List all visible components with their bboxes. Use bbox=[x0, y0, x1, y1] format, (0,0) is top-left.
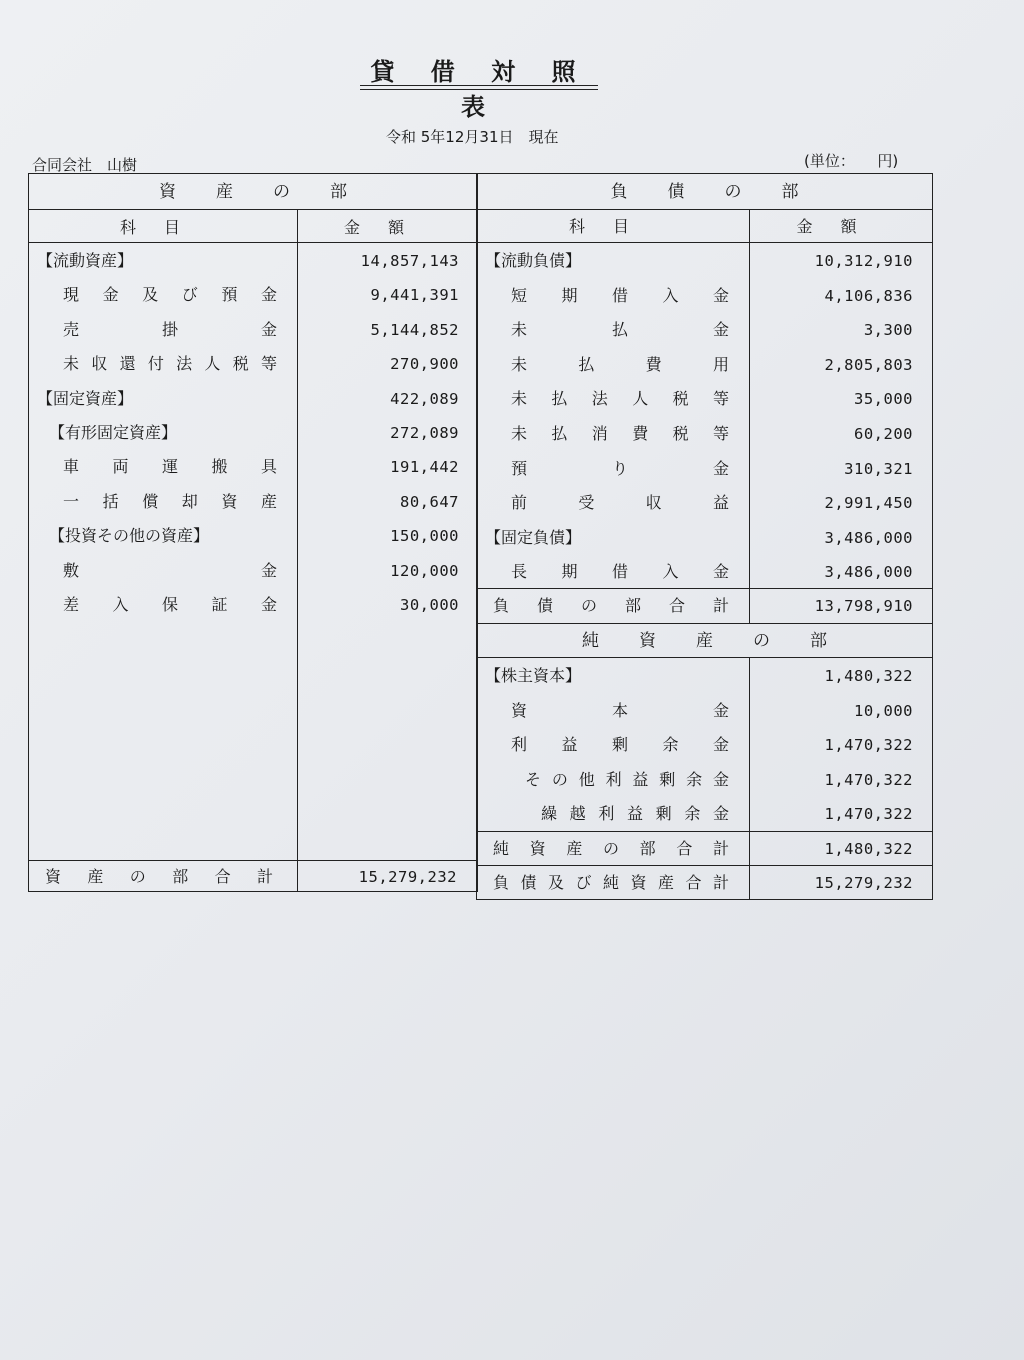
assets-panel bbox=[28, 173, 478, 892]
liability-row bbox=[477, 244, 930, 278]
assets-col-subject: 科目 bbox=[119, 218, 208, 237]
asset-row bbox=[29, 450, 475, 484]
assets-total-row bbox=[29, 862, 475, 892]
asset-row bbox=[29, 519, 475, 553]
asset-row-label: 【投資その他の資産】 bbox=[49, 526, 210, 546]
asset-row bbox=[29, 416, 475, 450]
asset-row-value: 120,000 bbox=[390, 561, 459, 580]
liability-row-value: 2,991,450 bbox=[824, 494, 913, 513]
liability-row bbox=[477, 452, 930, 486]
asset-row-label: 【有形固定資産】 bbox=[49, 423, 178, 442]
liability-row-label: 未払金 bbox=[511, 320, 729, 340]
company-name: 合同会社 山樹 bbox=[32, 156, 138, 174]
title-underline bbox=[360, 89, 598, 90]
asset-row bbox=[29, 382, 475, 416]
net-asset-row bbox=[477, 728, 930, 762]
net-asset-row bbox=[477, 797, 930, 831]
liabilities-panel bbox=[476, 173, 933, 900]
liability-row bbox=[477, 521, 930, 555]
asset-row-label: 現金及び預金 bbox=[63, 285, 277, 305]
liabilities-total-row bbox=[477, 589, 930, 623]
net-asset-row-value: 10,000 bbox=[854, 701, 913, 720]
asset-row-label: 【固定資産】 bbox=[37, 388, 134, 408]
liability-row bbox=[477, 348, 930, 382]
asset-row-value: 80,647 bbox=[400, 492, 459, 511]
net-asset-row bbox=[477, 694, 930, 728]
liability-row bbox=[477, 417, 930, 451]
title-underline bbox=[360, 85, 598, 86]
asset-row-value: 5,144,852 bbox=[370, 320, 459, 339]
net-asset-row-value: 1,480,322 bbox=[824, 667, 913, 685]
liabilities-colhdr-divider bbox=[477, 242, 932, 243]
asset-row-value: 191,442 bbox=[390, 458, 459, 477]
asset-row-value: 150,000 bbox=[390, 527, 459, 546]
liability-row-value: 310,321 bbox=[844, 459, 913, 478]
document-title: 貸 借 対 照 表 bbox=[370, 58, 590, 121]
asset-row bbox=[29, 313, 475, 347]
assets-total-divider bbox=[29, 860, 477, 861]
liability-row bbox=[477, 313, 930, 347]
liability-row-value: 10,312,910 bbox=[814, 252, 913, 270]
liability-row-value: 35,000 bbox=[854, 390, 913, 409]
asset-row bbox=[29, 588, 475, 622]
asset-row bbox=[29, 278, 475, 312]
assets-section-header: 資産の部 bbox=[29, 174, 477, 210]
net-asset-row bbox=[477, 659, 930, 693]
liabilities-total-label: 負債の部合計 bbox=[493, 596, 729, 615]
assets-colhdr-divider bbox=[29, 242, 477, 243]
liability-row bbox=[477, 555, 930, 589]
net-asset-row-label: 資本金 bbox=[511, 700, 729, 720]
asset-row bbox=[29, 244, 475, 278]
net-asset-row-label: 繰越利益剰余金 bbox=[541, 804, 729, 824]
net-assets-section-header: 純資産の部 bbox=[477, 624, 932, 658]
asset-row bbox=[29, 485, 475, 519]
asset-row-value: 270,900 bbox=[390, 355, 459, 374]
assets-total-value: 15,279,232 bbox=[358, 868, 457, 886]
assets-total-label: 資産の部合計 bbox=[45, 867, 277, 886]
liability-row-label: 未払費用 bbox=[511, 354, 729, 374]
asset-row bbox=[29, 554, 475, 588]
liability-row-value: 4,106,836 bbox=[824, 286, 913, 305]
net-asset-row-label: その他利益剰余金 bbox=[525, 769, 729, 789]
liabilities-col-subject: 科目 bbox=[568, 217, 657, 236]
asset-row-value: 9,441,391 bbox=[370, 286, 459, 305]
net-asset-row-value: 1,470,322 bbox=[824, 805, 913, 824]
liability-row-label: 短期借入金 bbox=[511, 285, 729, 305]
net-asset-row-label: 【株主資本】 bbox=[485, 666, 582, 685]
asset-row-label: 売掛金 bbox=[63, 319, 277, 339]
liability-row bbox=[477, 382, 930, 416]
report-date: 令和 5年12月31日 現在 bbox=[386, 128, 559, 146]
liability-row-value: 3,486,000 bbox=[824, 528, 913, 547]
liability-row-label: 前受収益 bbox=[511, 493, 729, 513]
net-asset-row-value: 1,470,322 bbox=[824, 736, 913, 755]
liability-row-label: 未払消費税等 bbox=[511, 424, 729, 443]
grand-total-row bbox=[477, 866, 930, 900]
asset-row-label: 【流動資産】 bbox=[37, 251, 134, 270]
liability-row bbox=[477, 279, 930, 313]
liabilities-col-amount: 金額 bbox=[796, 217, 885, 236]
liability-row-label: 【流動負債】 bbox=[485, 251, 582, 270]
liabilities-section-header: 負債の部 bbox=[477, 174, 932, 210]
asset-row-label: 車両運搬具 bbox=[63, 457, 277, 477]
asset-row-value: 14,857,143 bbox=[360, 252, 459, 270]
asset-row-label: 敷金 bbox=[63, 560, 277, 580]
liability-row-value: 2,805,803 bbox=[824, 355, 913, 374]
liability-row-value: 3,486,000 bbox=[824, 563, 913, 582]
grand-total-value: 15,279,232 bbox=[814, 874, 913, 892]
unit-label: (単位： 円) bbox=[804, 152, 899, 170]
asset-row-label: 差入保証金 bbox=[63, 595, 277, 614]
liability-row bbox=[477, 486, 930, 520]
net-assets-total-value: 1,480,322 bbox=[824, 840, 913, 858]
net-asset-row-value: 1,470,322 bbox=[824, 770, 913, 789]
asset-row-value: 422,089 bbox=[390, 389, 459, 408]
asset-row bbox=[29, 347, 475, 381]
asset-row-value: 30,000 bbox=[400, 596, 459, 614]
grand-total-label: 負債及び純資産合計 bbox=[493, 873, 729, 892]
net-asset-row bbox=[477, 763, 930, 797]
asset-row-value: 272,089 bbox=[390, 424, 459, 442]
net-assets-total-label: 純資産の部合計 bbox=[493, 839, 729, 858]
liabilities-total-value: 13,798,910 bbox=[814, 597, 913, 615]
liability-row-value: 3,300 bbox=[863, 321, 913, 340]
asset-row-label: 一括償却資産 bbox=[63, 491, 277, 511]
liability-row-label: 預り金 bbox=[511, 458, 729, 478]
liability-row-label: 長期借入金 bbox=[511, 562, 729, 582]
liability-row-value: 60,200 bbox=[854, 425, 913, 443]
assets-col-amount: 金額 bbox=[343, 218, 432, 237]
liability-row-label: 【固定負債】 bbox=[485, 527, 582, 547]
liability-row-label: 未払法人税等 bbox=[511, 389, 729, 409]
net-assets-total-row bbox=[477, 832, 930, 866]
asset-row-label: 未収還付法人税等 bbox=[63, 354, 277, 374]
net-asset-row-label: 利益剰余金 bbox=[511, 735, 729, 755]
